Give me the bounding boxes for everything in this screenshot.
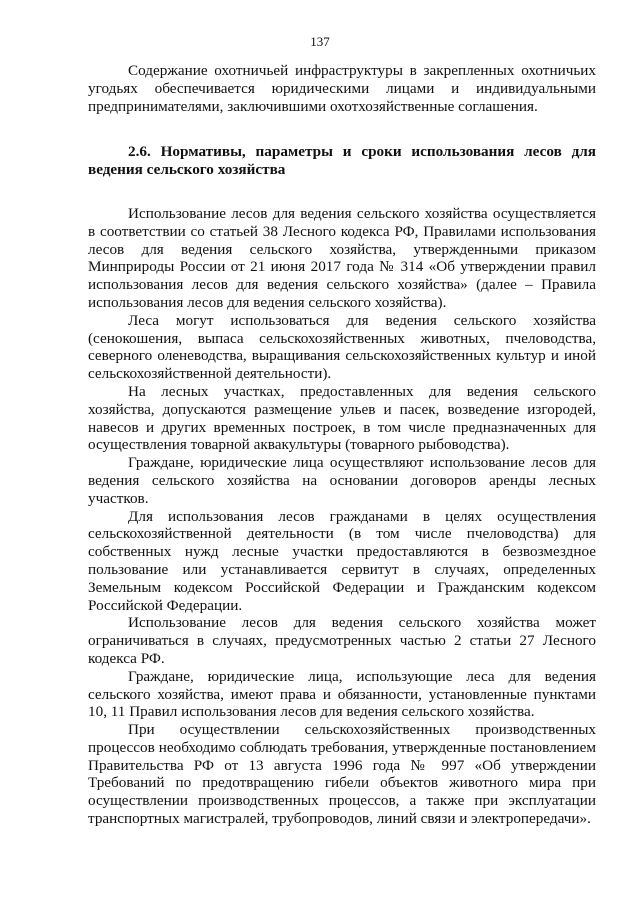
section-paragraph: Граждане, юридические лица осуществляют использование лесов для ведения сельского хозяйства на основании договоров аренды лесных участков. [88, 454, 596, 507]
section-heading: 2.6. Нормативы, параметры и сроки использования лесов для ведения сельского хозяйства [88, 143, 596, 179]
section-paragraph: Леса могут использоваться для ведения сельского хозяйства (сенокошения, выпаса сельскохозяйственных животных, пчеловодства, северного оленеводства, выращивания сельскохозяйственных культур и иной сельскохозяйственной деятельности). [88, 311, 596, 383]
section-body [88, 205, 596, 828]
section-paragraph: Для использования лесов гражданами в целях осуществления сельскохозяйственной деятельности (в том числе пчеловодства) для собственных нужд лесные участки предоставляются в безвозмездное пользование или устанавливается сервитут в случаях, определенных Земельным кодексом Российской Федерации и Гражданским кодексом Российской Федерации. [88, 507, 596, 614]
page-number: 137 [310, 34, 330, 49]
page-content [88, 62, 596, 828]
section-paragraph: Использование лесов для ведения сельского хозяйства может ограничиваться в случаях, предусмотренных частью 2 статьи 27 Лесного кодекса РФ. [88, 614, 596, 667]
section-paragraph: Граждане, юридические лица, использующие леса для ведения сельского хозяйства, имеют права и обязанности, установленные пунктами 10, 11 Правил использования лесов для ведения сельского хозяйства. [88, 667, 596, 721]
section-paragraph: Использование лесов для ведения сельского хозяйства осуществляется в соответствии со статьей 38 Лесного кодекса РФ, Правилами использования лесов для ведения сельского хозяйства, утвержденными приказом Минприроды России от 21 июня 2017 года № 314 «Об утверждении правил использования лесов для ведения сельского хозяйства» (далее – Правила использования лесов для ведения сельского хозяйства). [88, 204, 596, 311]
section-paragraph: На лесных участках, предоставленных для ведения сельского хозяйства, допускаются размещение ульев и пасек, возведение изгородей, навесов и других временных построек, в том числе предназначенных для осуществления товарной аквакультуры (товарного рыбоводства). [88, 382, 596, 454]
section-paragraph: При осуществлении сельскохозяйственных производственных процессов необходимо соблюдать требования, утвержденные постановлением Правительства РФ от 13 августа 1996 года № 997 «Об утверждении Требований по предотвращению гибели объектов животного мира при осуществлении производственных процессов, а также при эксплуатации транспортных магистралей, трубопроводов, линий связи и электропередачи». [88, 721, 596, 828]
intro-paragraph: Содержание охотничьей инфраструктуры в закрепленных охотничьих угодьях обеспечивается юридическими лицами и индивидуальными предпринимателями, заключившими охотхозяйственные соглашения. [88, 62, 596, 115]
